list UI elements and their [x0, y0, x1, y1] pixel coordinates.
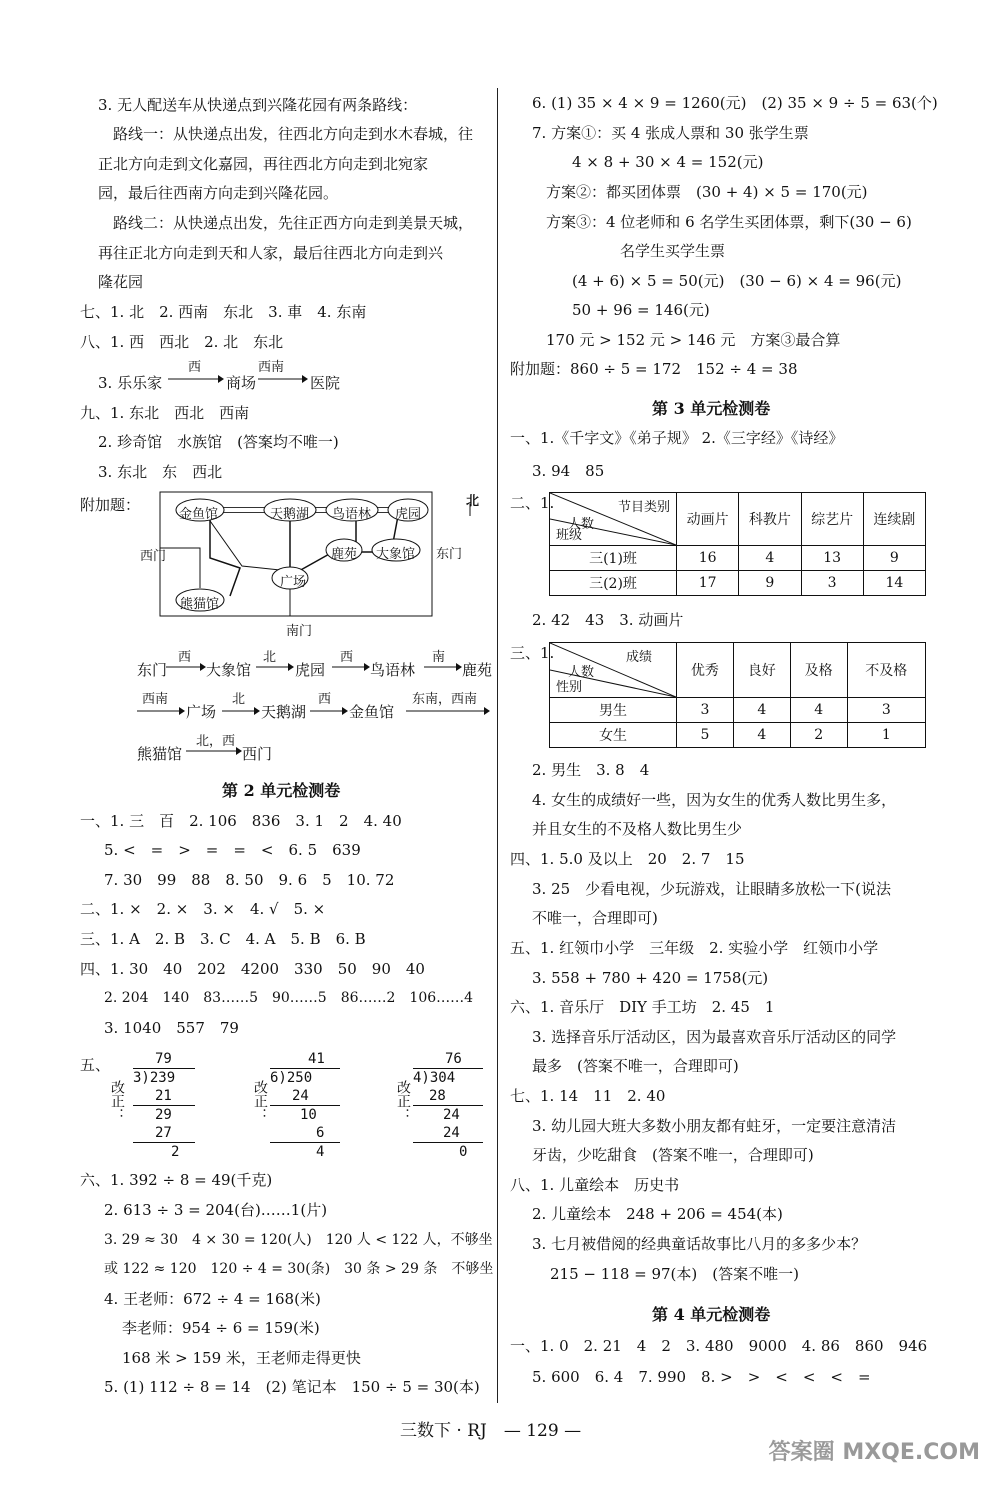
text-line: 一、1.《千字文》《弟子规》 2.《三字经》《诗经》 [510, 429, 844, 447]
right-arrow-icon [332, 660, 370, 674]
question-label: 二、1. [510, 494, 555, 512]
long-division: 76 4)304 28 24 24 0 [413, 1050, 483, 1161]
data-table [549, 642, 926, 748]
right-arrow-icon [310, 704, 348, 718]
map-label: 天鹅湖 [270, 507, 310, 522]
arrow-label: 南 [432, 650, 446, 665]
text-line: 2. 儿童绘本 248 + 206 = 454(本) [532, 1205, 783, 1223]
diagonal-header-cell: 成绩 人数 性别 [550, 643, 677, 698]
text-line: 215 − 118 = 97(本) (答案不唯一) [550, 1265, 799, 1283]
section-title: 第 2 单元检测卷 [222, 781, 341, 800]
text-line: 7. 30 99 88 8. 50 9. 6 5 10. 72 [104, 871, 395, 889]
arrow-label: 西 [318, 692, 332, 707]
column-header: 良好 [733, 643, 790, 698]
text-line: 4. 女生的成绩好一些，因为女生的优秀人数比男生多， [532, 791, 897, 809]
text-line: 5. < = > = = < 6. 5 639 [104, 841, 361, 859]
text-line: 一、1. 0 2. 21 4 2 3. 480 9000 4. 86 860 946 [510, 1337, 928, 1355]
route-node: 西门 [242, 745, 273, 763]
right-arrow-icon [424, 660, 462, 674]
text-line: 最多 (答案不唯一，合理即可) [532, 1057, 739, 1075]
text-line: 隆花园 [98, 273, 144, 291]
text-line: 八、1. 儿童绘本 历史书 [510, 1176, 680, 1194]
column-header: 连续剧 [863, 493, 925, 546]
map-label: 西门 [140, 549, 167, 564]
map-label: 金鱼馆 [179, 507, 219, 522]
text-line: 方案③：4 位老师和 6 名学生买团体票，剩下(30 − 6) [546, 213, 912, 231]
map-label: 大象馆 [376, 547, 416, 562]
column-header: 优秀 [677, 643, 734, 698]
text-line: (4 + 6) × 5 = 50(元) (30 − 6) × 4 = 96(元) [572, 272, 902, 290]
watermark: 答案圈 MXQE.COM [768, 1440, 980, 1465]
route-node: 鹿苑 [462, 661, 493, 679]
route-node: 天鹅湖 [261, 703, 307, 721]
text-line: 3. 选择音乐厅活动区，因为最喜欢音乐厅活动区的同学 [532, 1028, 897, 1046]
table-row: 男生 3 4 4 3 [550, 698, 926, 723]
text-line: 5. 600 6. 4 7. 990 8. > > < < < = [532, 1368, 871, 1386]
right-arrow-icon [258, 372, 308, 386]
map-label: 鹿苑 [331, 547, 358, 562]
text-line: 路线二：从快递点出发，先往正西方向走到美景天城， [113, 214, 474, 232]
route-node: 大象馆 [206, 661, 252, 679]
correction-label: 改正： [109, 1080, 125, 1122]
text-line: 170 元 > 152 元 > 146 元 方案③最合算 [546, 331, 841, 349]
text-line: 2. 204 140 83……5 90……5 86……2 106……4 [104, 990, 474, 1006]
text-line: 六、1. 音乐厅 DIY 手工坊 2. 45 1 [510, 998, 775, 1016]
route-node: 东门 [137, 661, 168, 679]
column-header: 综艺片 [801, 493, 863, 546]
text-line: 六、1. 392 ÷ 8 = 49(千克) [80, 1171, 273, 1189]
text-line: 2. 珍奇馆 水族馆 (答案均不唯一) [98, 433, 339, 451]
text-line: 3. 29 ≈ 30 4 × 30 = 120(人) 120 人 < 122 人，不够坐 [104, 1232, 493, 1248]
text-line: 3. 1040 557 79 [104, 1019, 239, 1037]
text-line: 3. 东北 东 西北 [98, 463, 223, 481]
text-line: 七、1. 北 2. 西南 东北 3. 車 4. 东南 [80, 303, 367, 321]
correction-label: 改正： [395, 1080, 411, 1122]
arrow-label: 西南 [142, 692, 169, 707]
text-line: 3. 94 85 [532, 462, 605, 480]
page-footer: 三数下 · RJ — 129 — [400, 1421, 582, 1441]
text-line: 路线一：从快递点出发，往西北方向走到水木春城，往 [113, 125, 474, 143]
section-title: 第 4 单元检测卷 [652, 1305, 771, 1324]
text-line: 八、1. 西 西北 2. 北 东北 [80, 333, 284, 351]
route-node: 鸟语林 [370, 661, 416, 679]
diagonal-header-cell: 节目类别 人数 班级 [550, 493, 677, 546]
route-node: 金鱼馆 [349, 703, 395, 721]
text-line: 4 × 8 + 30 × 4 = 152(元) [572, 153, 764, 171]
north-indicator: 北 [466, 494, 480, 509]
text-line: 3. 幼儿园大班大多数小朋友都有蛀牙，一定要注意清洁 [532, 1117, 897, 1135]
text-line: 5. (1) 112 ÷ 8 = 14 (2) 笔记本 150 ÷ 5 = 30(本) [104, 1378, 480, 1396]
text-line: 2. 男生 3. 8 4 [532, 761, 650, 779]
right-arrow-icon [406, 704, 490, 718]
map-label: 虎园 [395, 507, 422, 522]
table-row: 三(1)班 16 4 13 9 [550, 546, 926, 571]
text-line: 3. 25 少看电视，少玩游戏，让眼睛多放松一下(说法 [532, 880, 892, 898]
arrow-label: 西 [188, 360, 202, 375]
text-line: 七、1. 14 11 2. 40 [510, 1087, 666, 1105]
table-row: 三(2)班 17 9 3 14 [550, 571, 926, 596]
text-line: 五、1. 红领巾小学 三年级 2. 实验小学 红领巾小学 [510, 939, 879, 957]
text-line: 并且女生的不及格人数比男生少 [532, 820, 743, 838]
text-line: 3. 无人配送车从快递点到兴隆花园有两条路线： [98, 96, 418, 114]
route-node: 商场 [226, 374, 257, 392]
text-line: 园，最后往西南方向走到兴隆花园。 [98, 184, 339, 202]
text-line: 九、1. 东北 西北 西南 [80, 404, 250, 422]
section-label: 五、 [80, 1056, 111, 1074]
route-node: 广场 [186, 703, 217, 721]
arrow-label: 北 [263, 650, 277, 665]
route-node: 虎园 [295, 661, 326, 679]
map-label: 熊猫馆 [180, 597, 220, 612]
text-line: 不唯一，合理即可) [532, 909, 658, 927]
column-header: 科教片 [739, 493, 801, 546]
right-arrow-icon [186, 744, 242, 758]
long-division: 79 3)239 21 29 27 2 [133, 1050, 195, 1161]
arrow-label: 北 [232, 692, 246, 707]
text-line: 2. 42 43 3. 动画片 [532, 611, 684, 629]
text-line: 附加题：860 ÷ 5 = 172 152 ÷ 4 = 38 [510, 360, 798, 378]
text-line: 4. 王老师：672 ÷ 4 = 168(米) [104, 1290, 321, 1308]
map-label: 鸟语林 [332, 507, 372, 522]
right-arrow-icon [222, 704, 260, 718]
route-start: 3. 乐乐家 [98, 374, 163, 392]
text-line: 3. 七月被借阅的经典童话故事比八月的多多少本？ [532, 1235, 867, 1253]
arrow-label: 东南，西南 [412, 692, 478, 707]
text-line: 2. 613 ÷ 3 = 204(台)……1(片) [104, 1201, 328, 1219]
text-line: 6. (1) 35 × 4 × 9 = 1260(元) (2) 35 × 9 ÷ 5 = 63(个) [532, 94, 938, 112]
map-label: 广场 [280, 575, 307, 590]
question-label: 三、1. [510, 644, 555, 662]
text-line: 牙齿，少吃甜食 (答案不唯一，合理即可) [532, 1146, 814, 1164]
column-header: 动画片 [677, 493, 739, 546]
column-header: 不及格 [847, 643, 925, 698]
text-line: 四、1. 30 40 202 4200 330 50 90 40 [80, 960, 425, 978]
text-line: 名学生买学生票 [620, 242, 726, 260]
text-line: 正北方向走到文化嘉园，再往西北方向走到北宛家 [98, 155, 429, 173]
correction-label: 改正： [252, 1080, 268, 1122]
section-title: 第 3 单元检测卷 [652, 399, 771, 418]
column-divider [497, 88, 498, 1403]
right-arrow-icon [166, 660, 206, 674]
long-division: 41 6)250 24 10 6 4 [270, 1050, 340, 1161]
route-node: 医院 [310, 374, 341, 392]
text-line: 3. 558 + 780 + 420 = 1758(元) [532, 969, 769, 987]
text-line: 三、1. A 2. B 3. C 4. A 5. B 6. B [80, 930, 366, 948]
column-header: 及格 [790, 643, 847, 698]
arrow-label: 北，西 [196, 734, 236, 749]
text-line: 四、1. 5.0 及以上 20 2. 7 15 [510, 850, 745, 868]
text-line: 再往正北方向走到天和人家，最后往西北方向走到兴 [98, 244, 444, 262]
text-line: 方案②：都买团体票 (30 + 4) × 5 = 170(元) [546, 183, 868, 201]
bonus-label: 附加题： [80, 496, 141, 514]
right-arrow-icon [168, 372, 224, 386]
text-line: 50 + 96 = 146(元) [572, 301, 710, 319]
text-line: 二、1. × 2. × 3. × 4. √ 5. × [80, 900, 326, 918]
map-label: 东门 [436, 547, 463, 562]
text-line: 7. 方案①：买 4 张成人票和 30 张学生票 [532, 124, 809, 142]
text-line: 一、1. 三 百 2. 106 836 3. 1 2 4. 40 [80, 812, 402, 830]
map-label: 南门 [286, 624, 313, 639]
text-line: 168 米 > 159 米，王老师走得更快 [122, 1349, 361, 1367]
arrow-label: 西 [340, 650, 354, 665]
route-node: 熊猫馆 [137, 745, 183, 763]
right-arrow-icon [256, 660, 294, 674]
right-arrow-icon [137, 704, 185, 718]
text-line: 或 122 ≈ 120 120 ÷ 4 = 30(条) 30 条 > 29 条 不够坐 [104, 1261, 494, 1277]
data-table [549, 492, 926, 596]
arrow-label: 西南 [258, 360, 285, 375]
text-line: 李老师：954 ÷ 6 = 159(米) [122, 1319, 320, 1337]
arrow-label: 西 [178, 650, 192, 665]
table-row: 女生 5 4 2 1 [550, 723, 926, 748]
